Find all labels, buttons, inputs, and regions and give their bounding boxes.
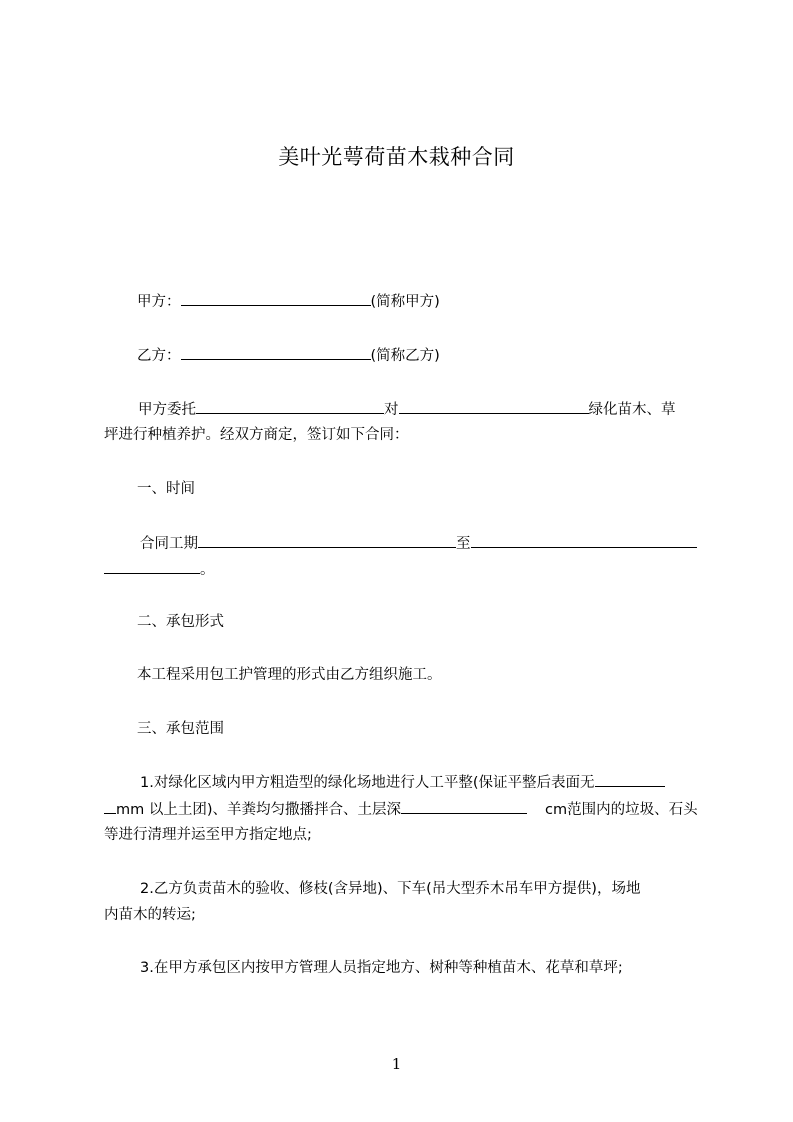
section-1-text-1: 合同工期	[140, 536, 198, 552]
section-1-end: 。	[200, 562, 215, 578]
party-a-line	[137, 291, 440, 312]
party-a-suffix: (简称甲方)	[370, 294, 440, 310]
intro-line-2: 坪进行种植养护。经双方商定，签订如下合同：	[104, 427, 409, 443]
intro-blank-2	[399, 399, 589, 414]
intro-blank-1	[196, 399, 384, 414]
intro-text-2: 对	[384, 402, 399, 418]
intro-text-1: 甲方委托	[138, 402, 196, 418]
item-1-line-1	[140, 772, 700, 793]
contract-end-blank-cont	[104, 559, 200, 574]
party-b-blank	[181, 345, 371, 360]
section-1-line-1	[140, 533, 700, 554]
section-1-text-2: 至	[456, 536, 471, 552]
item-3-line: 3.在甲方承包区内按甲方管理人员指定地方、树种等种植苗木、花草和草坪;	[140, 960, 623, 976]
party-b-line	[137, 345, 440, 366]
item-1-blank-1-cont	[104, 799, 116, 814]
item-1-blank-1	[595, 772, 665, 787]
party-a-blank	[181, 291, 371, 306]
party-b-suffix: (简称乙方)	[370, 348, 440, 364]
item-1-text-1: 1.对绿化区域内甲方粗造型的绿化场地进行人工平整(保证平整后表面无	[140, 775, 595, 791]
contract-start-blank	[198, 533, 456, 548]
intro-line-1	[138, 399, 698, 420]
item-1-line-2	[104, 799, 698, 820]
party-a-label: 甲方：	[137, 294, 181, 310]
party-b-label: 乙方：	[137, 348, 181, 364]
section-2-heading: 二、承包形式	[137, 614, 224, 630]
document-title: 美叶光萼荷苗木栽种合同	[278, 145, 515, 169]
item-1-text-3: cm范围内的垃圾、石头	[545, 802, 698, 818]
section-3-heading: 三、承包范围	[137, 721, 224, 737]
item-1-line-3: 等进行清理并运至甲方指定地点;	[104, 827, 312, 843]
item-2-line-1: 2.乙方负责苗木的验收、修枝(含异地)、下车(吊大型乔木吊车甲方提供)，场地	[140, 881, 641, 897]
page-number: 1	[391, 1055, 402, 1073]
contract-end-blank	[471, 533, 697, 548]
item-2-line-2: 内苗木的转运;	[104, 907, 196, 923]
item-1-text-2: mm 以上土团)、羊粪均匀撒播拌合、土层深	[116, 802, 402, 818]
section-2-text: 本工程采用包工护管理的形式由乙方组织施工。	[137, 667, 442, 683]
item-1-blank-2	[401, 799, 527, 814]
intro-text-3: 绿化苗木、草	[588, 402, 676, 418]
section-1-heading: 一、时间	[137, 481, 195, 497]
section-1-line-2	[104, 559, 215, 580]
